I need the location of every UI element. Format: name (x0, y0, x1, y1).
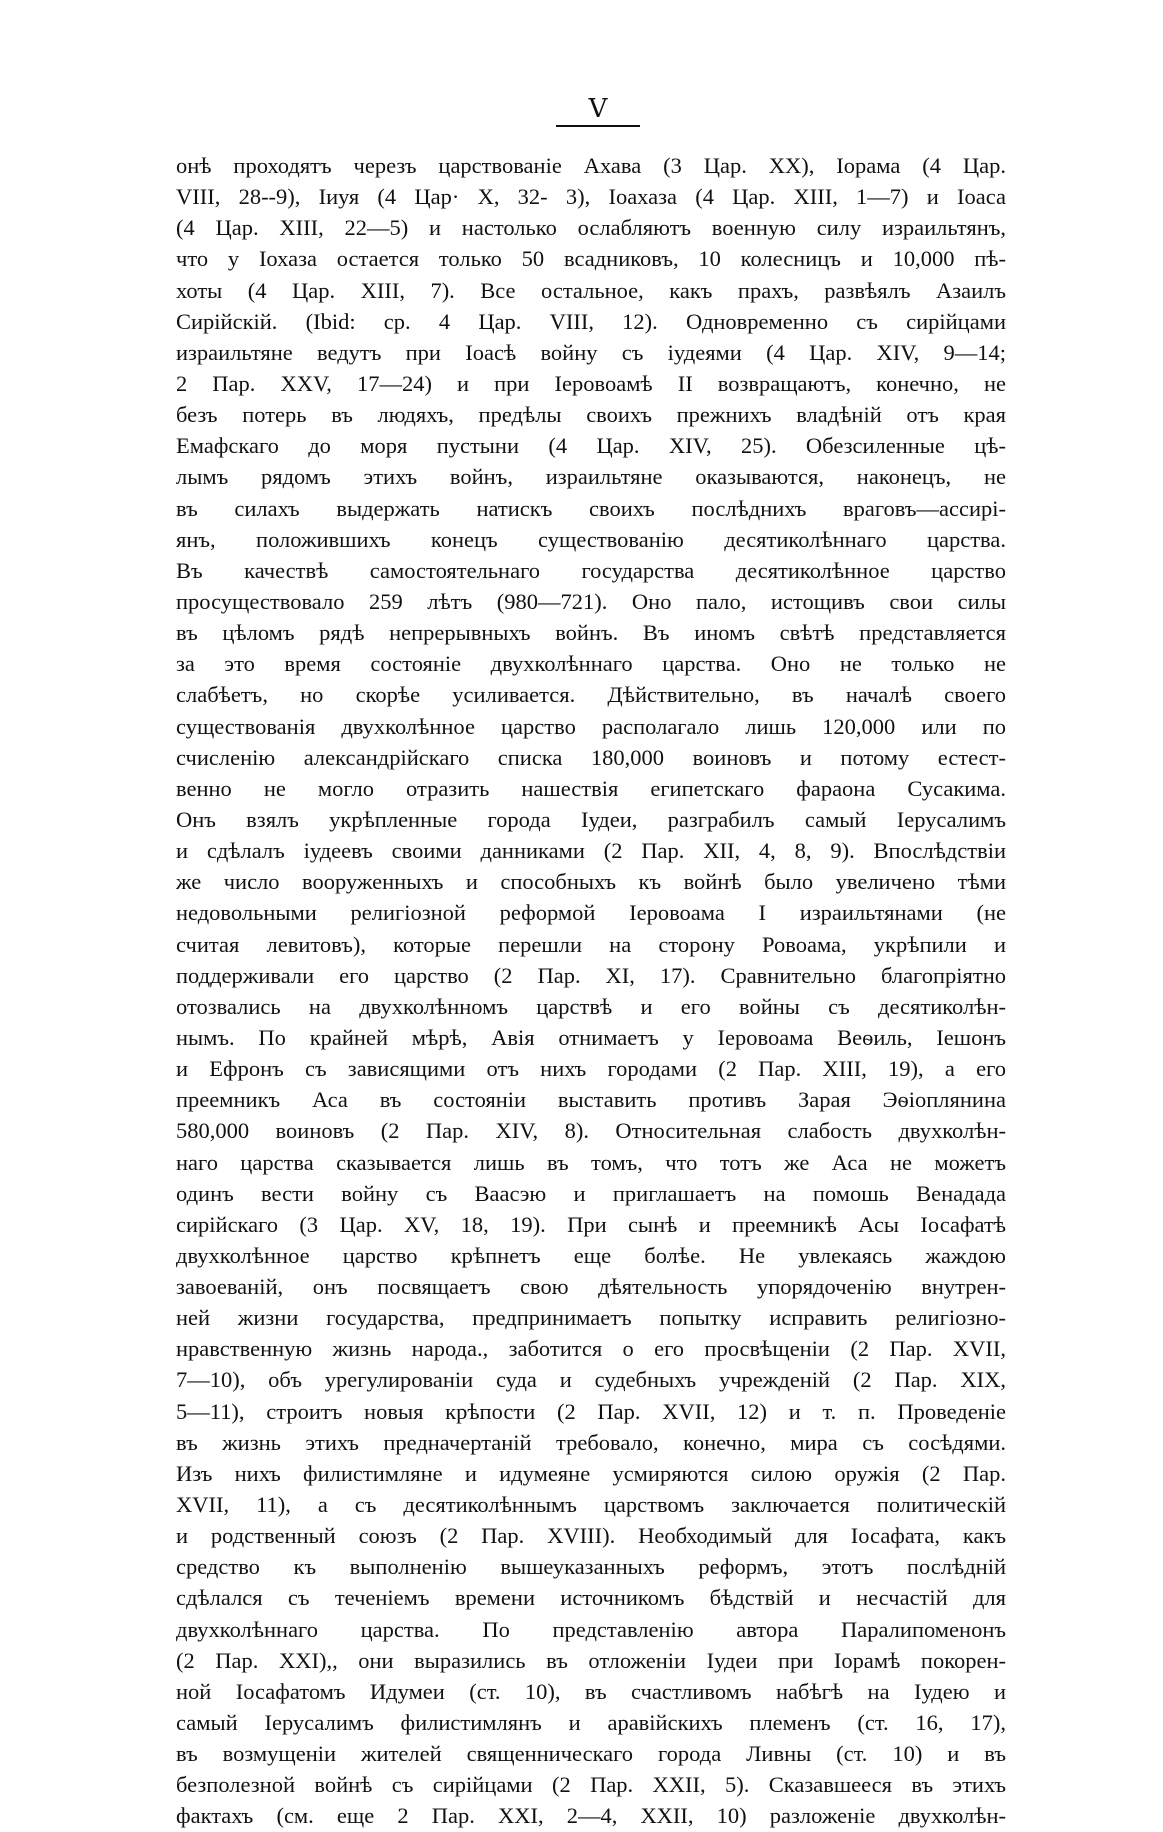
text-line: же число вооруженныхъ и способныхъ къ войнѣ было увеличено тѣми (176, 869, 1006, 895)
text-line: 580,000 воиновъ (2 Пар. XIV, 8). Относительная слабость двухколѣн- (176, 1118, 1006, 1144)
text-line: въ возмущеніи жителей священническаго города Ливны (ст. 10) и въ (176, 1741, 1006, 1767)
header-rule (556, 125, 640, 127)
page-number: V (588, 94, 608, 124)
text-line: слабѣетъ, но скорѣе усиливается. Дѣйствительно, въ началѣ своего (176, 682, 1006, 708)
text-line: янъ, положившихъ конецъ существованію десятиколѣннаго царства. (176, 526, 1006, 552)
text-line: Изъ нихъ филистимляне и идумеяне усмиряются силою оружія (2 Пар. (176, 1460, 1006, 1486)
text-line: за это время состояніе двухколѣннаго царства. Оно не только не (176, 651, 1006, 677)
text-line: ней жизни государства, предпринимаетъ попытку исправить религіозно- (176, 1305, 1006, 1331)
text-line: 2 Пар. XXV, 17—24) и при Іеровоамѣ II возвращаютъ, конечно, не (176, 370, 1006, 396)
text-line: наго царства сказывается лишь въ томъ, что тотъ же Аса не можетъ (176, 1149, 1006, 1175)
text-line: VIII, 28--9), Іиуя (4 Цар· X, 32- 3), Іоахаза (4 Цар. XIII, 1—7) и Іоаса (176, 184, 1006, 210)
body-text (176, 150, 1006, 1832)
text-line: хоты (4 Цар. XIII, 7). Все остальное, какъ прахъ, развѣялъ Азаилъ (176, 277, 1006, 303)
text-line: 7—10), объ урегулированіи суда и судебныхъ учрежденій (2 Пар. XIX, (176, 1367, 1006, 1393)
text-line: недовольными религіозной реформой Іеровоама I израильтянами (не (176, 900, 1006, 926)
text-line: и сдѣлалъ іудеевъ своими данниками (2 Пар. XII, 4, 8, 9). Впослѣдствіи (176, 838, 1006, 864)
text-line: двухколѣннаго царства. По представленію автора Паралипоменонъ (176, 1616, 1006, 1642)
text-line: Сирійскій. (Ibid: ср. 4 Цар. VIII, 12). Одновременно съ сирійцами (176, 308, 1006, 334)
text-line: завоеваній, онъ посвящаетъ свою дѣятельность упорядоченію внутрен- (176, 1274, 1006, 1300)
text-line: и Ефронъ съ зависящими отъ нихъ городами (2 Пар. XIII, 19), а его (176, 1056, 1006, 1082)
text-line: и родственный союзъ (2 Пар. XVIII). Необходимый для Іосафата, какъ (176, 1523, 1006, 1549)
text-line: (4 Цар. XIII, 22—5) и настолько ослабляютъ военную силу израильтянъ, (176, 215, 1006, 241)
text-line: Онъ взялъ укрѣпленные города Іудеи, разграбилъ самый Іерусалимъ (176, 806, 1006, 832)
text-line: (2 Пар. XXI),, они выразились въ отложеніи Іудеи при Іорамѣ покорен- (176, 1647, 1006, 1673)
text-line: безполезной войнѣ съ сирійцами (2 Пар. XXII, 5). Сказавшееся въ этихъ (176, 1772, 1006, 1798)
text-line: счисленію александрійскаго списка 180,000 воиновъ и потому естест- (176, 744, 1006, 770)
text-line: просуществовало 259 лѣтъ (980—721). Оно пало, истощивъ свои силы (176, 588, 1006, 614)
text-line: безъ потерь въ людяхъ, предѣлы своихъ прежнихъ владѣній отъ края (176, 402, 1006, 428)
text-line: сдѣлался съ теченіемъ времени источникомъ бѣдствій и несчастій для (176, 1585, 1006, 1611)
text-line: отозвались на двухколѣнномъ царствѣ и его войны съ десятиколѣн- (176, 993, 1006, 1019)
text-line: нымъ. По крайней мѣрѣ, Авія отнимаетъ у Іеровоама Веѳиль, Іешонъ (176, 1024, 1006, 1050)
text-line: онѣ проходятъ черезъ царствованіе Ахава (3 Цар. XX), Іорама (4 Цар. (176, 153, 1006, 178)
text-line: двухколѣнное царство крѣпнетъ еще болѣе. Не увлекаясь жаждою (176, 1242, 1006, 1268)
text-line: средство къ выполненію вышеуказанныхъ реформъ, этотъ послѣдній (176, 1554, 1006, 1580)
text-line: нравственную жизнь народа., заботится о его просвѣщеніи (2 Пар. XVII, (176, 1336, 1006, 1362)
text-line: венно не могло отразить нашествія египетскаго фараона Сусакима. (176, 775, 1006, 801)
text-line: Въ качествѣ самостоятельнаго государства десятиколѣнное царство (176, 557, 1006, 583)
text-line: 5—11), строитъ новыя крѣпости (2 Пар. XVII, 12) и т. п. Проведеніе (176, 1398, 1006, 1424)
text-line: ной Іосафатомъ Идумеи (ст. 10), въ счастливомъ набѣгѣ на Іудею и (176, 1678, 1006, 1704)
text-line: что у Іохаза остается только 50 всадниковъ, 10 колесницъ и 10,000 пѣ- (176, 246, 1006, 272)
text-line: въ жизнь этихъ предначертаній требовало, конечно, мира съ сосѣдями. (176, 1429, 1006, 1455)
text-line: Емафскаго до моря пустыни (4 Цар. XIV, 25). Обезсиленные цѣ- (176, 433, 1006, 459)
text-line: XVII, 11), а съ десятиколѣннымъ царствомъ заключается политическій (176, 1492, 1006, 1518)
text-line: одинъ вести войну съ Ваасэю и приглашаетъ на помошь Венадада (176, 1180, 1006, 1206)
text-line: считая левитовъ), которые перешли на сторону Ровоама, укрѣпили и (176, 931, 1006, 957)
text-line: поддерживали его царство (2 Пар. XI, 17). Сравнительно благопріятно (176, 962, 1006, 988)
text-line: въ цѣломъ рядѣ непрерывныхъ войнъ. Въ иномъ свѣтѣ представляется (176, 620, 1006, 646)
text-line: сирійскаго (3 Цар. XV, 18, 19). При сынѣ и преемникѣ Асы Іосафатѣ (176, 1211, 1006, 1237)
text-line: преемникъ Аса въ состояніи выставить противъ Зарая Эѳіоплянина (176, 1087, 1006, 1113)
text-line: фактахъ (см. еще 2 Пар. XXI, 2—4, XXII, 10) разложеніе двухколѣн- (176, 1803, 1006, 1829)
text-line: лымъ рядомъ этихъ войнъ, израильтяне оказываются, наконецъ, не (176, 464, 1006, 490)
text-line: существованія двухколѣнное царство располагало лишь 120,000 или по (176, 713, 1006, 739)
text-line: израильтяне ведутъ при Іоасѣ войну съ іудеями (4 Цар. XIV, 9—14; (176, 339, 1006, 365)
text-line: въ силахъ выдержать натискъ своихъ послѣднихъ враговъ—ассирі- (176, 495, 1006, 521)
text-line: самый Іерусалимъ филистимлянъ и аравійскихъ племенъ (ст. 16, 17), (176, 1710, 1006, 1736)
